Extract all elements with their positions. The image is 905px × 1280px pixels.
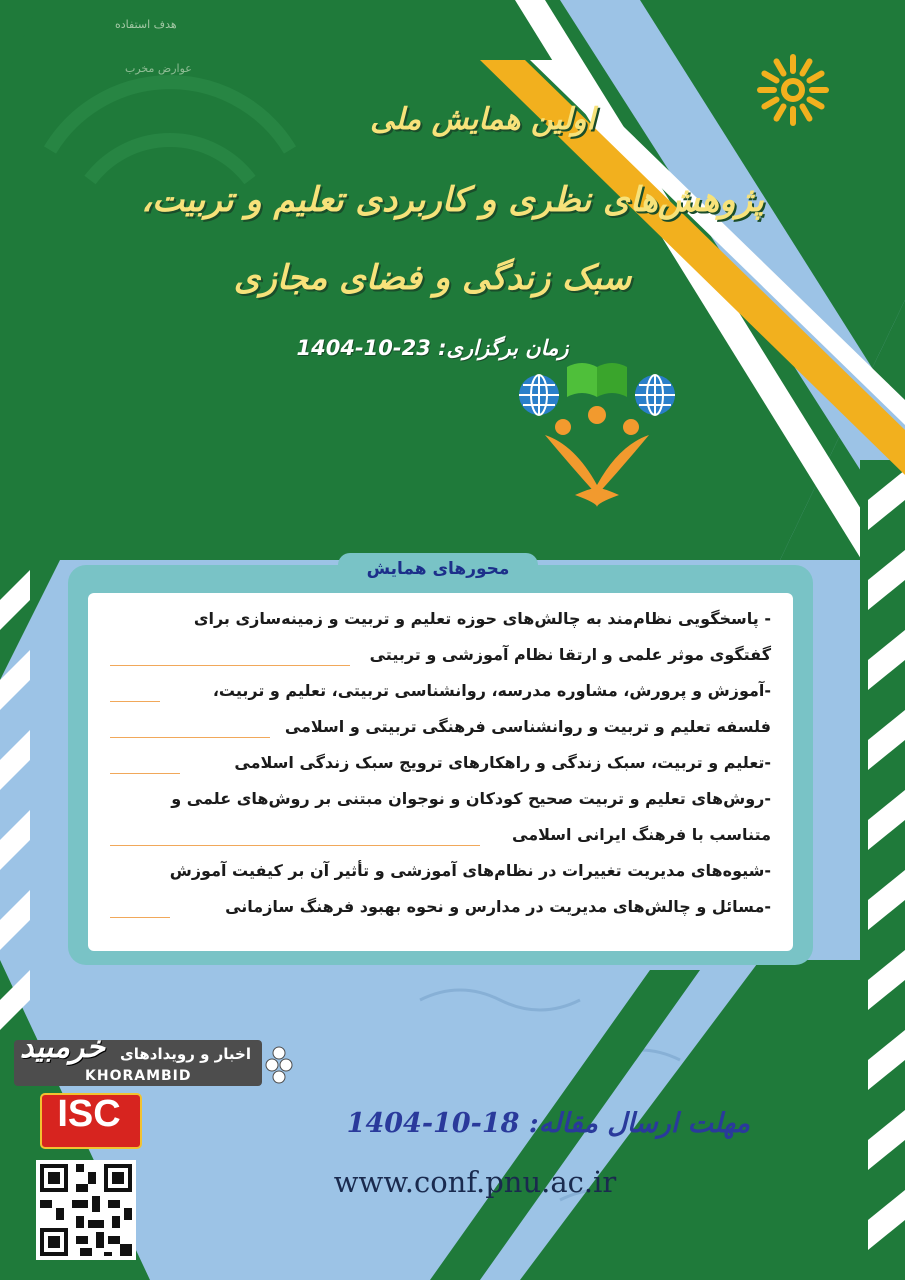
topic-line: - پاسخگویی نظام‌مند به چالش‌های حوزه تعلیم و تربیت و زمینه‌سازی برای [193, 609, 771, 628]
topics-list [88, 593, 793, 951]
event-date: زمان برگزاری: 23-10-1404 [296, 336, 569, 360]
topic-line: -مسائل و چالش‌های مدیریت در مدارس و نحوه بهبود فرهنگ سازمانی [225, 897, 771, 916]
topics-heading: محورهای همایش [366, 559, 510, 579]
underline-divider [110, 773, 180, 774]
topic-line: -شیوه‌های مدیریت تغییرات در نظام‌های آموزشی و تأثیر آن بر کیفیت آموزش [169, 861, 771, 880]
title-line-3: سبک زندگی و فضای مجازی [233, 258, 632, 298]
topics-panel [68, 559, 813, 965]
watermark-label: اخبار و رویدادهای [120, 1045, 251, 1063]
watermark-ornament-icon [262, 1045, 296, 1085]
underline-divider [110, 917, 170, 918]
globe-icon [519, 375, 559, 415]
topic-line: -تعلیم و تربیت، سبک زندگی و راهکارهای ترویج سبک زندگی اسلامی [234, 753, 771, 772]
watermark-english: KHORAMBID [85, 1068, 192, 1084]
watermark-script: خرمبید [20, 1030, 106, 1065]
isc-logo-text: ISC [57, 1093, 121, 1135]
topic-line: -آموزش و پرورش، مشاوره مدرسه، روانشناسی تربیتی، تعلیم و تربیت، [212, 681, 771, 700]
topic-line: متناسب با فرهنگ ایرانی اسلامی [512, 825, 771, 844]
underline-divider [110, 737, 270, 738]
underline-divider [110, 665, 350, 666]
faded-background-text: عوارض مخرب [125, 62, 192, 75]
book-icon [567, 363, 627, 397]
website-link[interactable]: www.conf.pnu.ac.ir [333, 1165, 617, 1199]
education-logo-icon [515, 355, 680, 510]
topic-line: گفتگوی موثر علمی و ارتقا نظام آموزشی و تربیتی [369, 645, 771, 664]
topic-line: فلسفه تعلیم و تربیت و روانشناسی فرهنگی تربیتی و اسلامی [284, 717, 771, 736]
topic-line: -روش‌های تعلیم و تربیت صحیح کودکان و نوجوان مبتنی بر روش‌های علمی و [171, 789, 771, 808]
submission-deadline: مهلت ارسال مقاله: 18-10-1404 [346, 1108, 750, 1139]
underline-divider [110, 845, 480, 846]
title-line-1: اولین همایش ملی [370, 102, 595, 137]
faded-background-text: هدف استفاده [115, 18, 177, 31]
title-line-2: پژوهش‌های نظری و کاربردی تعلیم و تربیت، [141, 180, 764, 220]
underline-divider [110, 701, 160, 702]
